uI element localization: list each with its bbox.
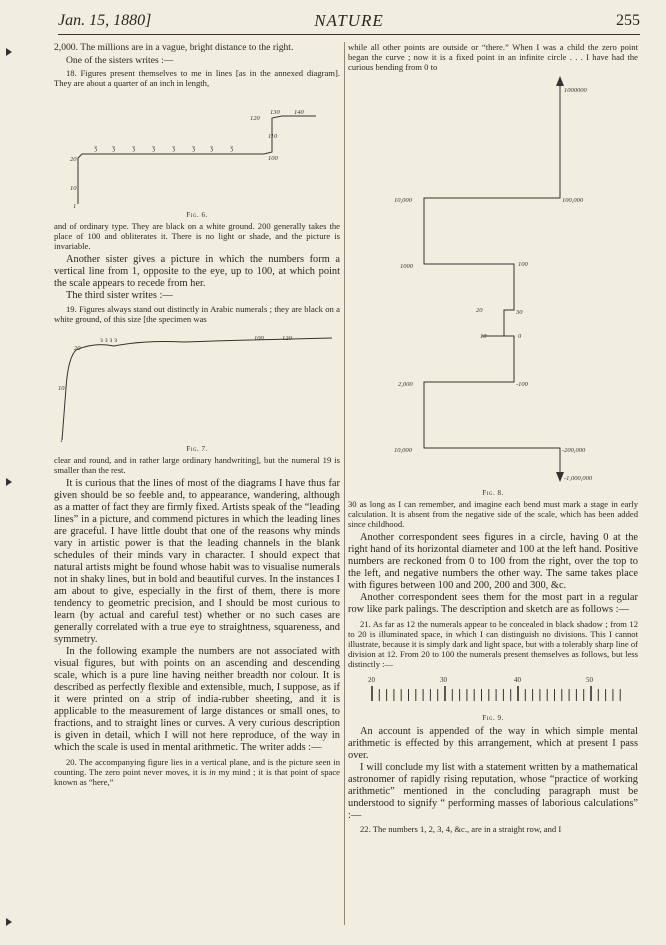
journal-title: NATURE [314,11,384,30]
arrow-up-icon [556,76,564,86]
paragraph: clear and round, and in rather large ordinary handwriting], but the numeral 19 is smaller than the rest. [54,455,340,475]
fig8-label: 2,000 [398,381,413,388]
paragraph: 20. The accompanying figure lies in a vertical plane, and is the picture seen in counting. The zero point never moves, it is in my mind ; it is that point of space known as “here,” [54,757,340,787]
fig8-label: 0 [518,333,522,340]
fig6-label: 100 [268,155,278,162]
paragraph: One of the sisters writes :— [66,55,174,66]
figure-6-caption: Fig. 6. [186,211,208,219]
binding-mark [6,918,12,926]
fig8-label: 1000 [400,263,413,270]
figure-8 [348,76,638,497]
svg-text:ɜ ɜ ɜ ɜ: ɜ ɜ ɜ ɜ [100,336,118,344]
fig8-label: 10,000 [394,197,412,204]
figure-7-diagram [54,328,340,444]
fig8-label: 10 [480,333,487,340]
figure-7 [54,328,340,453]
paragraph: Another correspondent sees them for the most part in a regular row like park palings. The description and sketch are as follows :— [348,592,638,615]
fig8-label: -100 [516,381,528,388]
fig7-label: 10 [58,385,65,392]
fig6-label: 1 [73,203,77,210]
fig6-label: 10 [70,185,77,192]
fig8-label: 10,000 [394,447,412,454]
fig7-label: 20 [74,345,81,352]
fig9-label: 50 [586,676,593,684]
svg-text:ʒ: ʒ [172,144,176,152]
fig6-label: 20 [70,156,77,163]
svg-text:ʒ: ʒ [94,144,98,152]
figure-9 [348,673,638,722]
paragraph: An account is appended of the way in which simple mental arithmetic is effected by this arrangement, which at present I pass over. [348,726,638,761]
svg-text:ʒ: ʒ [152,144,156,152]
fig8-label: -1,000,000 [564,475,593,482]
paragraph: In the following example the numbers are not associated with visual figures, but with points on an ascending and descending scale, which is a pure line having neither breadth nor colour. It is described as perfectly flexible and extensible, much, I suppose, as if it were printed on a strip of india-rubber sheeting, and it is applicable to the measurement of large distances or small ones, to fractions, and to straight lines or curves. A very curious description is given in detail, which I will not here reproduce, of the way in which the scale is used in mental arithmetic. The writer adds :— [54,646,340,753]
fig7-label: 120 [282,335,292,342]
fig9-label: 20 [368,676,375,684]
fig6-label: 120 [250,115,260,122]
paragraph: Another sister gives a picture in which the numbers form a vertical line from 1, opposite to the eye, up to 100, at which point the scale appears to recede from her. [54,254,340,289]
fig8-label: 20 [476,307,483,314]
figure-6-dots [94,144,233,152]
fig6-label: 110 [268,133,278,140]
fig7-label: 1 [60,437,64,444]
paling-marks [372,686,620,701]
svg-text:ʒ: ʒ [192,144,196,152]
right-column [348,42,638,925]
fig8-label: 100,000 [562,197,584,204]
fig9-label: 40 [514,676,521,684]
fig6-label: 140 [294,109,304,116]
page-number: 255 [616,12,640,29]
fig8-label: 1000000 [564,87,587,94]
paragraph: 2,000. The millions are in a vague, bright distance to the right. [54,42,294,53]
figure-7-caption: Fig. 7. [186,445,208,453]
issue-date: Jan. 15, 1880] [58,12,152,29]
binding-mark [6,48,12,56]
fig9-label: 30 [440,676,447,684]
figure-9-diagram [348,673,638,713]
paragraph: The third sister writes :— [66,290,173,301]
paragraph: while all other points are outside or “there.” When I was a child the zero point began the curve ; now it is a fixed point in an infinite circle . . . I have had the curious bending from 0 to [348,42,638,72]
column-divider [344,42,345,925]
figure-8-diagram [348,76,638,488]
svg-text:ʒ: ʒ [210,144,214,152]
svg-text:ʒ: ʒ [112,144,116,152]
paragraph: Another correspondent sees figures in a circle, having 0 at the right hand of its horizontal diameter and 100 at the left hand. Positive numbers are reckoned from 0 to 100 from the right, over the top to the left, and negative numbers the other way. The same takes place with figures between 100 and 200, 200 and 300, &c. [348,532,638,591]
fig7-label: 100 [254,335,264,342]
fig6-label: 130 [270,109,280,116]
paragraph: I will conclude my list with a statement written by a mathematical astronomer of rapidly rising reputation, whose “practice of working arithmetic” mentioned in the concluding paragraph must be understood to signify “ performing masses of laborious calculations” :— [348,762,638,821]
arrow-down-icon [556,472,564,482]
figure-6-diagram [54,92,340,210]
left-column [54,42,340,925]
paragraph: and of ordinary type. They are black on a white ground. 200 generally takes the place of 100 and obliterates it. There is no light or shade, and the picture is invariable. [54,221,340,251]
fig8-label: 100 [518,261,528,268]
svg-text:ʒ: ʒ [132,144,136,152]
paragraph: 18. Figures present themselves to me in lines [as in the annexed diagram]. They are about a quarter of an inch in length, [54,68,340,88]
paragraph: 22. The numbers 1, 2, 3, 4, &c., are in a straight row, and I [360,824,562,834]
fig8-label: 30 [516,309,523,316]
figure-9-caption: Fig. 9. [482,714,504,722]
binding-mark [6,478,12,486]
figure-6 [54,92,340,219]
paragraph: 19. Figures always stand out distinctly in Arabic numerals ; they are black on a white ground, of this size [the specimen was [54,304,340,324]
svg-text:ʒ: ʒ [230,144,234,152]
figure-8-caption: Fig. 8. [482,489,504,497]
paragraph: It is curious that the lines of most of the diagrams I have thus far given should be so feeble and, to appearance, wandering, although as a matter of fact they are firmly fixed. Artists speak of the “leading lines” in a picture, and commend pictures in which the leading lines are graceful. I have little doubt that one of the reasons why minds vary in artistic power is that the leading channels in the blank schedules of their minds vary in character. I should expect that natural artists might be found whose habit was to visualise numerals not in shaky lines, but in bold and beautiful curves. In the instances I am about to give, especially in the first of them, there is more tendency to geometric precision, and I should be most curious to learn (by actual and careful test) whether or no such cases are generally correlated with a true eye to straightness, squareness, and symmetry. [54,478,340,645]
page-header [58,10,640,35]
fig8-label: -200,000 [562,447,586,454]
paragraph: 21. As far as 12 the numerals appear to be concealed in black shadow ; from 12 to 20 is illuminated space, in which I can distinguish no divisions. This I cannot illustrate, because it is simply dark and light space, but with a tolerably sharp line of division at 12. From 20 to 100 the numerals present themselves as follows, but less distinctly :— [348,619,638,669]
paragraph: 30 as long as I can remember, and imagine each bend must mark a stage in early calculation. It is absent from the negative side of the scale, which has been added since childhood. [348,499,638,529]
